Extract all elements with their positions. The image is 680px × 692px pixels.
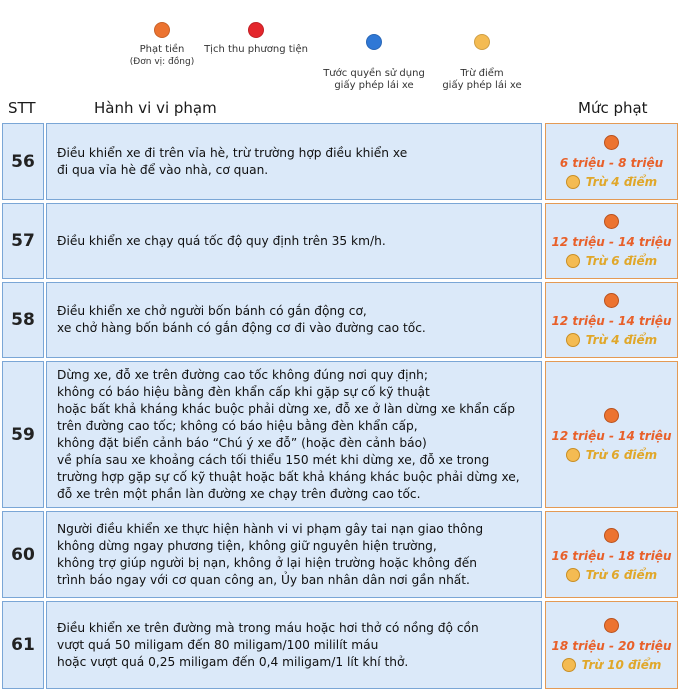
row-description-cell	[46, 123, 542, 200]
orange-dot-icon	[604, 214, 619, 229]
legend-item-confiscation	[195, 22, 317, 56]
yellow-dot-icon	[566, 568, 580, 582]
yellow-dot-icon	[566, 333, 580, 347]
row-description-cell	[46, 203, 542, 279]
orange-dot-icon	[604, 408, 619, 423]
row-description-cell	[46, 361, 542, 508]
red-dot-icon	[248, 22, 264, 38]
row-fine-cell	[545, 282, 678, 358]
fine-amount: 6 triệu - 8 triệu	[559, 155, 664, 170]
legend-item-license-revocation	[315, 22, 433, 104]
yellow-dot-icon	[566, 254, 580, 268]
row-number: 58	[2, 282, 44, 358]
orange-dot-icon	[604, 293, 619, 308]
point-deduction	[566, 568, 657, 582]
point-deduction-label: Trừ 10 điểm	[581, 658, 662, 672]
legend	[0, 0, 680, 90]
point-deduction	[566, 254, 657, 268]
table-row	[2, 282, 678, 358]
fine-amount: 12 triệu - 14 triệu	[551, 428, 672, 443]
table-row	[2, 361, 678, 508]
point-deduction-label: Trừ 6 điểm	[585, 254, 658, 268]
fine-amount: 16 triệu - 18 triệu	[551, 548, 672, 563]
row-description: Điều khiển xe chạy quá tốc độ quy định trên 35 km/h.	[57, 233, 386, 248]
legend-label: Tịch thu phương tiện	[204, 44, 308, 55]
yellow-dot-icon	[566, 448, 580, 462]
row-description: Người điều khiển xe thực hiện hành vi vi phạm gây tai nạn giao thông không dừng ngay phương tiện, không giữ nguyên hiện trường, không trợ giúp người bị nạn, không ở lại hiện trường hoặc không đến trình báo ngay với cơ quan công an, Ủy ban nhân dân nơi gần nhất.	[57, 521, 484, 587]
point-deduction	[566, 448, 657, 462]
blue-dot-icon	[366, 34, 382, 50]
point-deduction-label: Trừ 6 điểm	[585, 447, 658, 462]
header-fine: Mức phạt	[578, 99, 648, 117]
row-description: Điều khiển xe đi trên vỉa hè, trừ trường hợp điều khiển xe đi qua vỉa hè để vào nhà, cơ quan.	[57, 145, 408, 177]
point-deduction-label: Trừ 4 điểm	[585, 174, 658, 189]
row-description-cell	[46, 511, 542, 598]
point-deduction	[566, 333, 657, 347]
point-deduction	[562, 658, 662, 672]
row-fine-cell	[545, 361, 678, 508]
fine-amount: 12 triệu - 14 triệu	[551, 314, 672, 328]
row-number: 60	[2, 511, 44, 598]
orange-dot-icon	[604, 618, 619, 633]
row-number: 57	[2, 203, 44, 279]
header-stt: STT	[8, 99, 36, 117]
legend-item-point-deduction	[428, 22, 536, 104]
table-row	[2, 601, 678, 689]
orange-dot-icon	[604, 135, 619, 150]
yellow-dot-icon	[562, 658, 576, 672]
row-description: Điều khiển xe chở người bốn bánh có gắn động cơ, xe chở hàng bốn bánh có gắn động cơ đi vào đường cao tốc.	[57, 304, 426, 335]
fine-amount: 18 triệu - 20 triệu	[551, 639, 672, 653]
row-description: Dừng xe, đỗ xe trên đường cao tốc không đúng nơi quy định; không có báo hiệu bằng đèn khẩn cấp khi gặp sự cố kỹ thuật hoặc bất khả kháng khác buộc phải dừng xe, đỗ xe ở làn dừng xe khẩn cấp trên đường cao tốc; không có báo hiệu bằng đèn khẩn cấp, không đặt biển cảnh báo “Chú ý xe đỗ” (hoặc đèn cảnh báo) về phía sau xe khoảng cách tối thiểu 150 mét khi dừng xe, đỗ xe trong trường hợp gặp sự cố kỹ thuật hoặc bất khả kháng khác buộc phải dừng xe, đỗ xe trên một phần làn đường xe chạy trên đường cao tốc.	[57, 367, 520, 501]
legend-label: Tước quyền sử dụng giấy phép lái xe	[323, 68, 425, 91]
point-deduction-label: Trừ 4 điểm	[585, 333, 658, 347]
yellow-dot-icon	[474, 34, 490, 50]
row-description: Điều khiển xe trên đường mà trong máu hoặc hơi thở có nồng độ cồn vượt quá 50 miligam đến 80 miligam/100 mililít máu hoặc vượt quá 0,25 miligam đến 0,4 miligam/1 lít khí thở.	[57, 620, 479, 669]
table-row	[2, 203, 678, 279]
row-description-cell	[46, 601, 542, 689]
row-number: 59	[2, 361, 44, 508]
row-number: 61	[2, 601, 44, 689]
orange-dot-icon	[154, 22, 170, 38]
fine-amount: 12 triệu - 14 triệu	[551, 235, 672, 249]
point-deduction-label: Trừ 6 điểm	[585, 567, 658, 582]
row-fine-cell	[545, 123, 678, 200]
table-row	[2, 511, 678, 598]
row-fine-cell	[545, 203, 678, 279]
row-fine-cell	[545, 511, 678, 598]
table-row	[2, 123, 678, 200]
point-deduction	[566, 175, 657, 189]
legend-label: Phạt tiền	[139, 44, 185, 55]
orange-dot-icon	[604, 528, 619, 543]
row-number: 56	[2, 123, 44, 200]
row-fine-cell	[545, 601, 678, 689]
yellow-dot-icon	[566, 175, 580, 189]
legend-sublabel: (Đơn vị: đồng)	[129, 57, 195, 67]
row-description-cell	[46, 282, 542, 358]
legend-label: Trừ điểm giấy phép lái xe	[442, 68, 522, 91]
header-behavior: Hành vi vi phạm	[94, 99, 217, 117]
